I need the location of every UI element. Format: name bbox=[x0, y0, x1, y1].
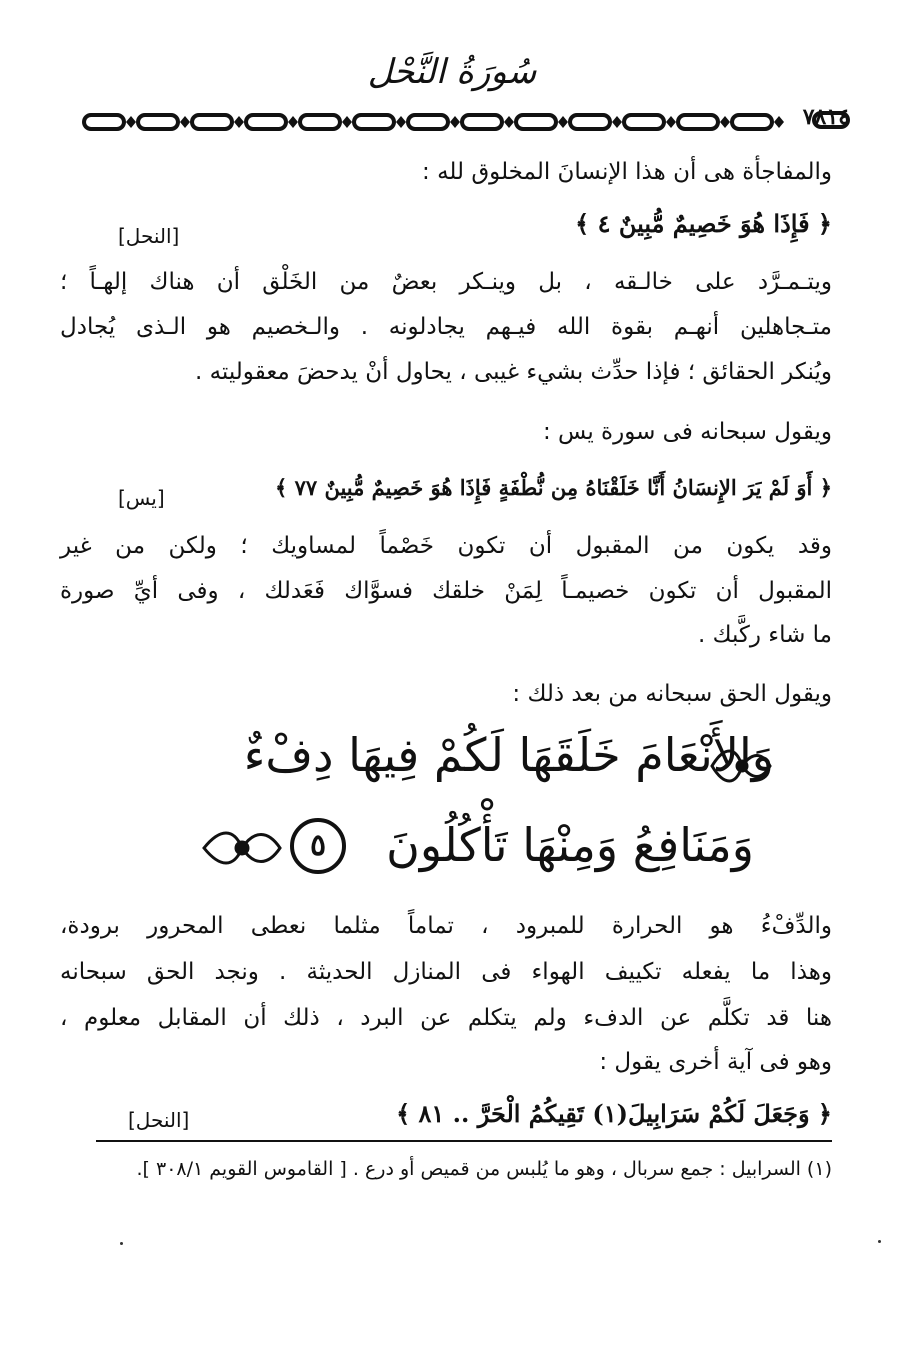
paragraph-line: والدِّفْءُ هو الحرارة للمبرود ، تماماً مثلما نعطى المحرور برودة، bbox=[60, 913, 832, 939]
intro-line: والمفاجأة هى أن هذا الإنسانَ المخلوق لله : bbox=[422, 159, 832, 185]
paragraph-line: متـجاهلين أنهـم بقوة الله فيـهم يجادلونه . والـخصيم هو الـذى يُجادل bbox=[60, 314, 832, 340]
main-verse-line-2: وَمَنَافِعُ وَمِنْهَا تَأْكُلُونَ bbox=[386, 818, 754, 872]
chain-ornament bbox=[80, 110, 792, 134]
paragraph-line: هنا قد تكلَّم عن الدفء ولم يتكلم عن البرد ، ذلك أن المقابل معلوم ، bbox=[60, 1005, 832, 1031]
paragraph-line: ويُنكر الحقائق ؛ فإذا حدِّث بشيء غيبى ، يحاول أنْ يدحضَ معقوليته . bbox=[194, 359, 832, 385]
footnote: (١) السرابيل : جمع سربال ، وهو ما يُلبس من قميص أو درع . [ القاموس القويم ٣٠٨/١ ]. bbox=[136, 1158, 832, 1180]
scan-speck bbox=[120, 1242, 123, 1245]
verse-reference: [النحل] bbox=[128, 1108, 190, 1132]
scan-speck bbox=[878, 1240, 881, 1243]
paragraph-line: وهذا ما يفعله تكييف الهواء فى المنازل الحديثة . ونجد الحق سبحانه bbox=[60, 959, 832, 985]
verse-number-badge: ٥ bbox=[290, 818, 346, 874]
chain-end-ornament bbox=[812, 110, 852, 130]
page-number: ٧٨١٤ bbox=[802, 104, 850, 130]
verse-an-nahl-4: ﴿ فَإِذَا هُوَ خَصِيمٌ مُّبِينٌ ٤ ﴾ bbox=[575, 209, 832, 238]
surah-title: سُورَةُ النَّحْل bbox=[367, 52, 537, 92]
verse-yasin-77: ﴿ أَوَ لَمْ يَرَ الإِنسَانُ أَنَّا خَلَقْنَاهُ مِن نُّطْفَةٍ فَإِذَا هُوَ خَصِيمٌ مُّبِينٌ ٧٧ ﴾ bbox=[274, 475, 832, 500]
main-verse-line-1: وَالأَنْعَامَ خَلَقَهَا لَكُمْ فِيهَا دِفْءٌ bbox=[243, 728, 774, 782]
paragraph-line: وهو فى آية أخرى يقول : bbox=[599, 1049, 832, 1075]
footnote-divider bbox=[96, 1140, 832, 1142]
paragraph-line: المقبول أن تكون خصيمـاً لِمَنْ خلقك فسوَّاك فَعَدلك ، وفى أيِّ صورة bbox=[60, 578, 832, 604]
ornament-icon bbox=[200, 818, 284, 878]
paragraph-line: ويتـمـرَّد على خالـقه ، بل وينـكر بعضٌ من الخَلْق أن هناك إلهـاً ؛ bbox=[60, 269, 832, 295]
verse-reference: [يس] bbox=[118, 486, 165, 510]
paragraph-line: ما شاء ركَّبك . bbox=[697, 622, 832, 648]
page-header bbox=[80, 100, 850, 138]
paragraph-line: ويقول الحق سبحانه من بعد ذلك : bbox=[512, 681, 832, 707]
paragraph-line: وقد يكون من المقبول أن تكون خَصْماً لمساويك ؛ ولكن من غير bbox=[60, 533, 832, 559]
verse-reference: [النحل] bbox=[118, 224, 180, 248]
paragraph-line: ويقول سبحانه فى سورة يس : bbox=[542, 419, 832, 445]
verse-an-nahl-81: ﴿ وَجَعَلَ لَكُمْ سَرَابِيلَ(١) تَقِيكُمُ الْحَرَّ .. ٨١ ﴾ bbox=[396, 1099, 832, 1128]
